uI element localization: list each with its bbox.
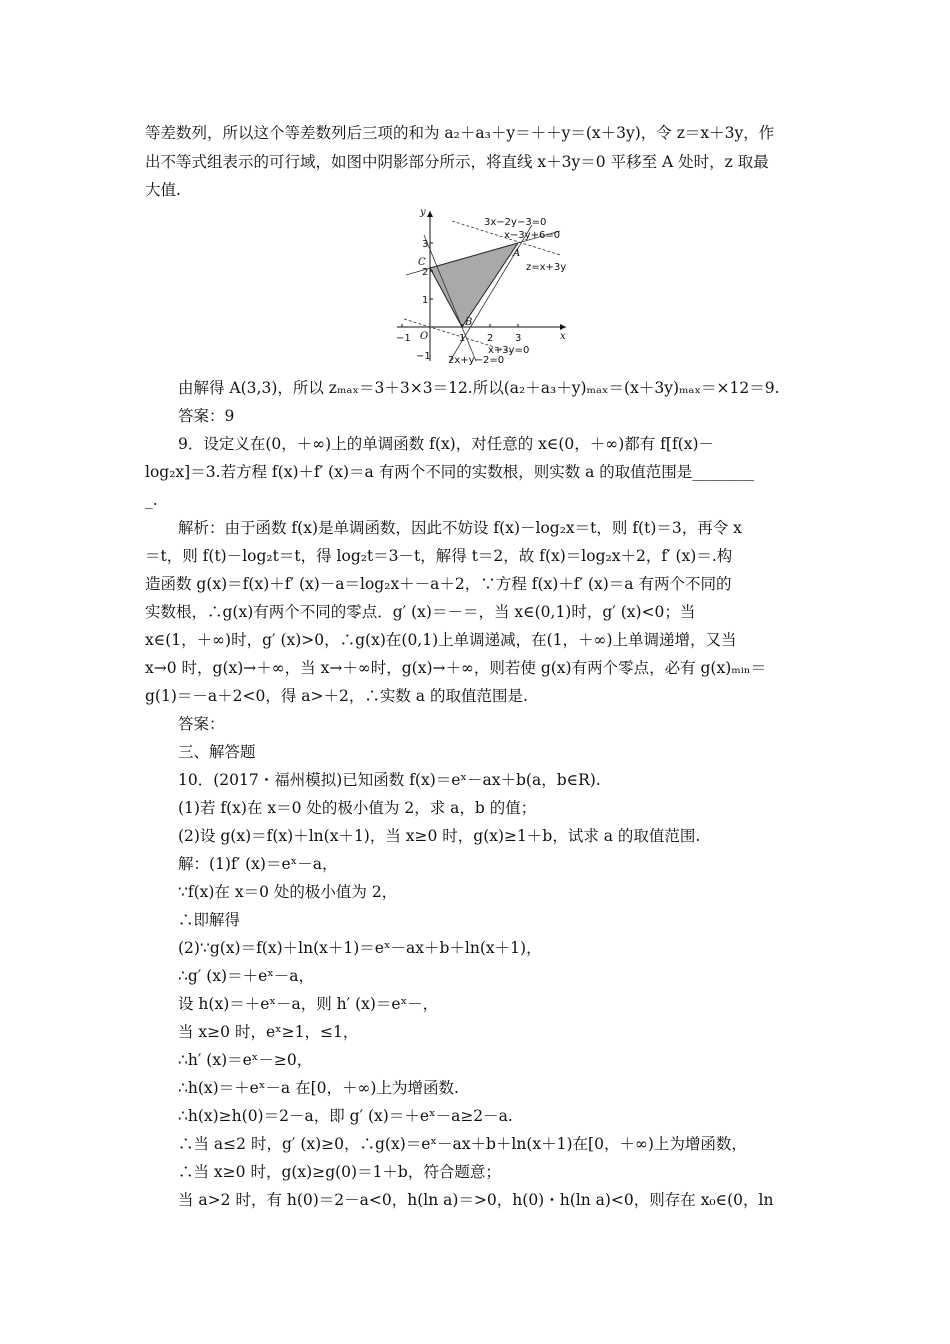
y-axis-arrow	[427, 211, 433, 217]
text-line-9: 解析：由于函数 f(x)是单调函数，因此不妨设 f(x)－log₂x＝t，则 f(t)＝3，再令 x	[178, 519, 742, 537]
text-line-28: ∴h′ (x)＝eˣ－≥0，	[178, 1051, 313, 1069]
text-line-14: x→0 时，g(x)→＋∞，当 x→＋∞时，g(x)→＋∞，则若使 g(x)有两个零点，必有 g(x)ₘᵢₙ＝	[145, 659, 767, 677]
text-line-1: 等差数列，所以这个等差数列后三项的和为 a₂＋a₃＋y＝＋＋y＝(x＋3y)，令 z＝x＋3y，作	[145, 124, 775, 142]
point-c-label: C	[418, 257, 426, 268]
feasible-region-figure	[392, 203, 572, 365]
text-line-21: 解：(1)f′ (x)＝eˣ－a，	[178, 855, 338, 873]
text-line-6: 9．设定义在(0，＋∞)上的单调函数 f(x)，对任意的 x∈(0，＋∞)都有 f[f(x)－	[178, 435, 715, 453]
y-tick-label: 1	[422, 295, 429, 306]
point-b-label: B	[465, 317, 473, 328]
text-line-24: (2)∵g(x)＝f(x)＋ln(x＋1)＝eˣ－ax＋b＋ln(x＋1)，	[178, 939, 542, 957]
line-label: 3x−2y−3=0	[484, 217, 547, 228]
text-line-22: ∵f(x)在 x＝0 处的极小值为 2，	[178, 883, 398, 901]
text-line-11: 造函数 g(x)＝f(x)＋f′ (x)－a＝log₂x＋－a＋2，∵方程 f(x)＋f′ (x)＝a 有两个不同的	[145, 575, 732, 593]
text-line-27: 当 x≥0 时，eˣ≥1，≤1，	[178, 1023, 359, 1041]
y-tick-label: −1	[416, 351, 431, 362]
line-label: x−3y+6=0	[504, 230, 561, 241]
text-line-16: 答案：	[178, 715, 225, 733]
text-line-19: (1)若 f(x)在 x＝0 处的极小值为 2，求 a，b 的值；	[178, 799, 537, 817]
y-tick-label: 2	[422, 267, 429, 278]
text-line-18: 10．(2017・福州模拟)已知函数 f(x)＝eˣ－ax＋b(a，b∈R).	[178, 771, 601, 789]
text-line-15: g(1)＝－a＋2<0，得 a>＋2，∴实数 a 的取值范围是.	[145, 687, 528, 705]
text-line-20: (2)设 g(x)＝f(x)＋ln(x＋1)，当 x≥0 时，g(x)≥1＋b，试求 a 的取值范围.	[178, 827, 701, 845]
text-line-4: 由解得 A(3,3)，所以 zₘₐₓ＝3＋3×3＝12.所以(a₂＋a₃＋y)ₘₐₓ＝(x＋3y)ₘₐₓ＝×12＝9.	[178, 379, 780, 397]
text-line-33: 当 a>2 时，有 h(0)＝2－a<0，h(ln a)＝>0，h(0)・h(ln a)<0，则存在 x₀∈(0，ln	[178, 1191, 774, 1209]
text-line-31: ∴当 a≤2 时，g′ (x)≥0，∴g(x)＝eˣ－ax＋b＋ln(x＋1)在[0，＋∞)上为增函数，	[178, 1135, 747, 1153]
x-tick-label: 3	[515, 333, 522, 344]
text-line-3: 大值.	[145, 181, 181, 199]
text-line-12: 实数根，∴g(x)有两个不同的零点．g′ (x)＝－＝，当 x∈(0,1)时，g′ (x)<0；当	[145, 603, 696, 621]
text-line-32: ∴当 x≥0 时，g(x)≥g(0)＝1＋b，符合题意；	[178, 1163, 501, 1181]
text-line-17: 三、解答题	[178, 743, 256, 761]
line-label: 2x+y−2=0	[448, 355, 505, 365]
y-axis-label: y	[420, 207, 426, 218]
x-tick-label: −1	[396, 333, 411, 344]
line-label: z=x+3y	[526, 262, 567, 273]
feasible-region-svg	[392, 203, 572, 365]
text-line-10: ＝t，则 f(t)－log₂t＝t，得 log₂t＝3－t，解得 t＝2，故 f(x)＝log₂x＋2，f′ (x)＝.构	[145, 547, 733, 565]
text-line-26: 设 h(x)＝＋eˣ－a，则 h′ (x)＝eˣ－，	[178, 995, 439, 1013]
text-line-13: x∈(1，＋∞)时，g′ (x)>0，∴g(x)在(0,1)上单调递减，在(1，＋∞)上单调递增，又当	[145, 631, 737, 649]
text-line-8: _.	[145, 491, 158, 509]
text-line-29: ∴h(x)＝＋eˣ－a 在[0，＋∞)上为增函数.	[178, 1079, 459, 1097]
text-line-23: ∴即解得	[178, 911, 241, 929]
point-a-label: A	[513, 248, 521, 259]
text-line-25: ∴g′ (x)＝＋eˣ－a，	[178, 967, 315, 985]
x-tick-label: 2	[487, 333, 494, 344]
text-line-2: 出不等式组表示的可行域，如图中阴影部分所示，将直线 x＋3y＝0 平移至 A 处时，z 取最	[145, 153, 769, 171]
x-axis-label: x	[560, 331, 566, 342]
x-tick-label: 1	[459, 333, 466, 344]
text-line-30: ∴h(x)≥h(0)＝2－a，即 g′ (x)＝＋eˣ－a≥2－a.	[178, 1107, 513, 1125]
text-line-5: 答案：9	[178, 407, 235, 425]
text-line-7: log₂x]＝3.若方程 f(x)＋f′ (x)＝a 有两个不同的实数根，则实数 a 的取值范围是________	[145, 463, 755, 481]
line-label: x+3y=0	[488, 345, 530, 356]
origin-label: O	[420, 331, 429, 342]
x-axis-arrow	[560, 324, 566, 330]
y-tick-label: 3	[422, 239, 429, 250]
